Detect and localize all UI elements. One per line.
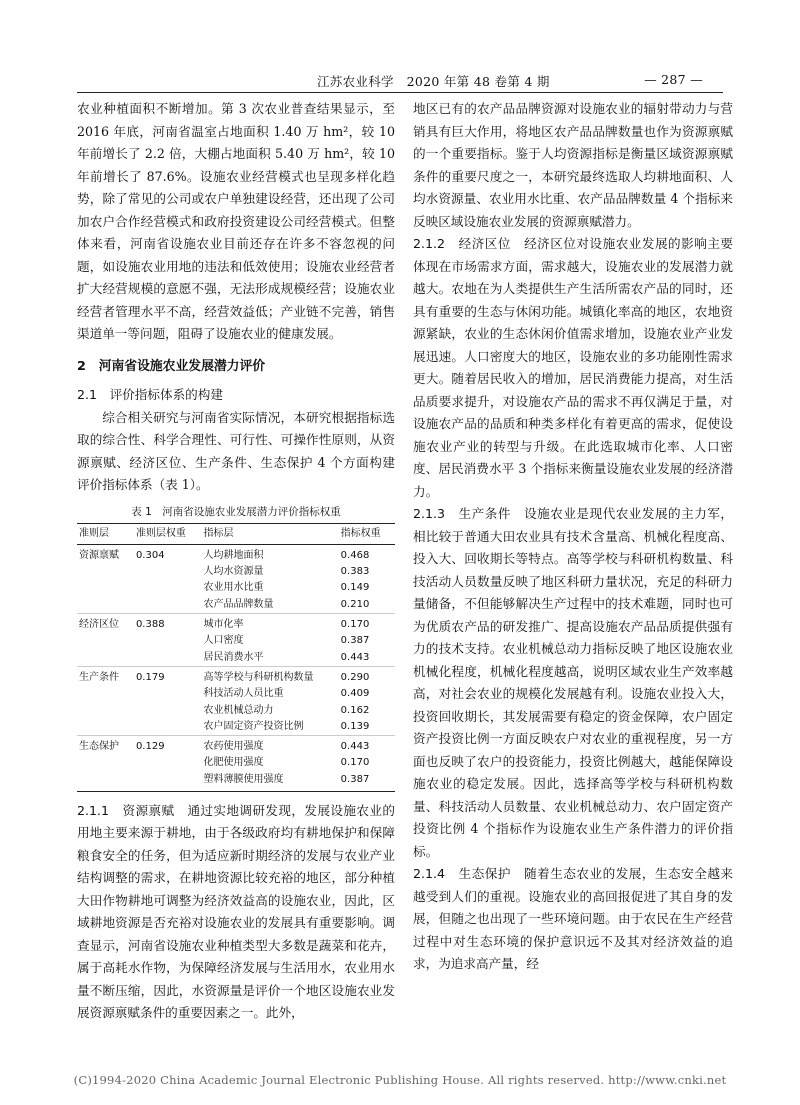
- page-number: — 287 —: [644, 72, 703, 87]
- subsubsection-heading-2-1-1: 2.1.1 资源禀赋: [77, 802, 175, 818]
- indicator-weight: 0.387: [339, 772, 395, 792]
- indicator-name: 人口密度: [203, 635, 244, 647]
- table-header-cell: 准则层: [77, 523, 134, 544]
- left-column: [77, 98, 395, 1025]
- indicator-name: 农业用水比重: [203, 582, 264, 594]
- criterion-name: 经济区位: [77, 613, 134, 633]
- indicator-weight: 0.170: [339, 613, 395, 633]
- indicator-weight: 0.443: [339, 736, 395, 756]
- paragraph-body: 设施农业是现代农业发展的主力军，相比较于普通大田农业具有技术含量高、机械化程度高、投入大、回收期长等特点。高等学校与科研机构数量、科技活动人员数量反映了地区科研力量状况，充足的科研力量储备，不但能够解决生产过程中的技术难题，同时也可为优质农产品的研发推广、提高设施农产品品质提供强有力的技术支持。农业机械总动力指标反映了地区设施农业机械化程度，机械化程度越高，说明区域农业生产效率越高，对社会农业的规模化发展越有利。设施农业投入大，投资回收期长，其发展需要有稳定的资金保障，农户固定资产投资比例一方面反映农户对农业的重视程度，另一方面也反映了农户的投资能力，投资比例越大，越能保障设施农业的稳定发展。因此，选择高等学校与科研机构数量、科技活动人员数量、农业机械总动力、农户固定资产投资比例 4 个指标作为设施农业生产条件潜力的评价指标。: [413, 506, 734, 859]
- table-header-cell: 指标层: [201, 523, 338, 544]
- indicator-name: 农户固定资产投资比例: [203, 720, 304, 732]
- table-row: [77, 772, 395, 792]
- right-column: [413, 98, 733, 976]
- indicator-name: 农药使用强度: [201, 736, 338, 756]
- paragraph-ecological-protection: [413, 863, 733, 976]
- subsection-heading-2-1: 2.1 评价指标体系的构建: [77, 387, 223, 402]
- indicator-name: 人均耕地面积: [201, 544, 338, 564]
- table-row: [77, 564, 395, 580]
- criterion-name: 生产条件: [77, 666, 134, 686]
- subsubsection-heading-2-1-3: 2.1.3 生产条件: [413, 506, 511, 521]
- running-head: [77, 72, 723, 92]
- indicator-weight: 0.290: [339, 666, 395, 686]
- table-row: [77, 736, 395, 756]
- criterion-name: 资源禀赋: [77, 544, 134, 564]
- indicator-weight: 0.387: [340, 635, 370, 647]
- section-heading-2: 2 河南省设施农业发展潜力评价: [77, 358, 266, 374]
- indicator-weight-table: [77, 523, 395, 792]
- paragraph-intro-continued: 农业种植面积不断增加。第 3 次农业普查结果显示，至 2016 年底，河南省温室占地面积 1.40 万 hm²，较 10 年前增长了 2.2 倍，大棚占地面积 5.40 万 hm²，较 10 年前增长了 87.6%。设施农业经营模式也呈现多样化趋势，除了常见的公司或农户单独建设经营，还出现了公司加农户合作经营模式和政府投资建设公司经营模式。但整体来看，河南省设施农业目前还存在许多不容忽视的问题，如设施农业用地的违法和低效使用；设施农业经营者扩大经营规模的意愿不强，无法形成规模经营；设施农业经营者管理水平不高，经营效益低；产业链不完善，销售渠道单一等问题，阻碍了设施农业的健康发展。: [77, 101, 395, 341]
- indicator-weight: 0.139: [340, 720, 370, 732]
- paragraph-index-system: 综合相关研究与河南省实际情况，本研究根据指标选取的综合性、科学合理性、可行性、可操作性原则，从资源禀赋、经济区位、生产条件、生态保护 4 个方面构建评价指标体系（表 1）。: [77, 409, 395, 492]
- indicator-weight: 0.383: [340, 565, 370, 577]
- criterion-weight: 0.129: [134, 736, 202, 756]
- copyright-footer: (C)1994-2020 China Academic Journal Electronic Publishing House. All rights reserved. http://www.cnki.net: [73, 1073, 727, 1087]
- table-row: [77, 613, 395, 633]
- indicator-name: 人均水资源量: [203, 565, 264, 577]
- table-row: [77, 633, 395, 649]
- table-row: [77, 666, 395, 686]
- paragraph-production-conditions: [413, 503, 733, 863]
- paragraph-body: 经济区位对设施农业发展的影响主要体现在市场需求方面，需求越大，设施农业的发展潜力就越大。农地在为人类提供生产生活所需农产品的同时，还具有重要的生态与休闲功能。城镇化率高的地区，农地资源紧缺，农业的生态休闲价值需求增加，设施农业产业发展迅速。人口密度大的地区，设施农业的多功能刚性需求更大。随着居民收入的增加，居民消费能力提高，对生活品质要求提升，对设施农产品的需求不再仅满足于量，对设施农产品的品质和种类多样化有着更高的需求，促使设施农业产业的转型与升级。在此选取城市化率、人口密度、居民消费水平 3 个指标来衡量设施农业发展的经济潜力。: [413, 236, 734, 499]
- table-row: [77, 596, 395, 613]
- paragraph-body: 随着生态农业的发展，生态安全越来越受到人们的重视。设施农业的高回报促进了其自身的发展，但随之也出现了一些环境问题。由于农民在生产经营过程中对生态环境的保护意识远不及其对经济效益的追求，为追求高产量，经: [413, 866, 734, 971]
- indicator-name: 城市化率: [201, 613, 338, 633]
- criterion-weight: 0.179: [134, 666, 202, 686]
- indicator-weight: 0.443: [340, 651, 370, 663]
- table-row: [77, 702, 395, 718]
- table-row: [77, 544, 395, 564]
- indicator-weight: 0.162: [340, 704, 370, 716]
- criterion-name: 生态保护: [77, 736, 134, 756]
- indicator-name: 化肥使用强度: [203, 757, 264, 769]
- paragraph-body: 通过实地调研发现，发展设施农业的用地主要来源于耕地，由于各级政府均有耕地保护和保障粮食安全的任务，但为适应新时期经济的发展与农业产业结构调整的需求，在耕地资源比较充裕的地区，部分种植大田作物耕地可调整为经济效益高的设施农业，因此，区域耕地资源是否充裕对设施农业的发展具有重要影响。调查显示，河南省设施农业种植类型大多数是蔬菜和花卉，属于高耗水作物，为保障经济发展与生活用水，农业用水量不断压缩，因此，水资源量是评价一个地区设施农业发展资源禀赋条件的重要因素之一。此外，: [77, 802, 395, 1021]
- header-rule: [77, 92, 723, 93]
- table-row: [77, 719, 395, 736]
- subsubsection-heading-2-1-2: 2.1.2 经济区位: [413, 236, 511, 251]
- table-row: [77, 686, 395, 702]
- table-header-row: [77, 523, 395, 544]
- paragraph-economic-location: [413, 233, 733, 503]
- indicator-name: 科技活动人员比重: [203, 688, 284, 700]
- indicator-name: 高等学校与科研机构数量: [201, 666, 338, 686]
- indicator-weight: 0.210: [340, 598, 370, 610]
- indicator-weight: 0.149: [340, 582, 370, 594]
- table-row: [77, 755, 395, 771]
- paragraph-brand-resources: 地区已有的农产品品牌资源对设施农业的辐射带动力与营销具有巨大作用，将地区农产品品牌数量也作为资源禀赋的一个重要指标。鉴于人均资源指标是衡量区域资源禀赋条件的重要尺度之一，本研究最终选取人均耕地面积、人均水资源量、农业用水比重、农产品品牌数量 4 个指标来反映区域设施农业发展的资源禀赋潜力。: [413, 101, 733, 229]
- indicator-name: 农产品品牌数量: [203, 598, 274, 610]
- table-title: 表 1 河南省设施农业发展潜力评价指标权重: [131, 505, 341, 518]
- table-header-cell: 指标权重: [339, 523, 395, 544]
- indicator-weight: 0.468: [339, 544, 395, 564]
- subsubsection-heading-2-1-4: 2.1.4 生态保护: [413, 866, 511, 881]
- indicator-name: 居民消费水平: [203, 651, 264, 663]
- paragraph-resource-endowment: [77, 800, 395, 1025]
- table-row: [77, 649, 395, 666]
- indicator-weight: 0.170: [340, 757, 370, 769]
- table-row: [77, 580, 395, 596]
- criterion-weight: 0.304: [134, 544, 202, 564]
- indicator-name: 塑料薄膜使用强度: [201, 772, 338, 792]
- indicator-name: 农业机械总动力: [203, 704, 274, 716]
- criterion-weight: 0.388: [134, 613, 202, 633]
- indicator-weight: 0.409: [340, 688, 370, 700]
- table-header-cell: 准则层权重: [134, 523, 202, 544]
- journal-name: 江苏农业科学 2020 年第 48 卷第 4 期: [317, 74, 550, 89]
